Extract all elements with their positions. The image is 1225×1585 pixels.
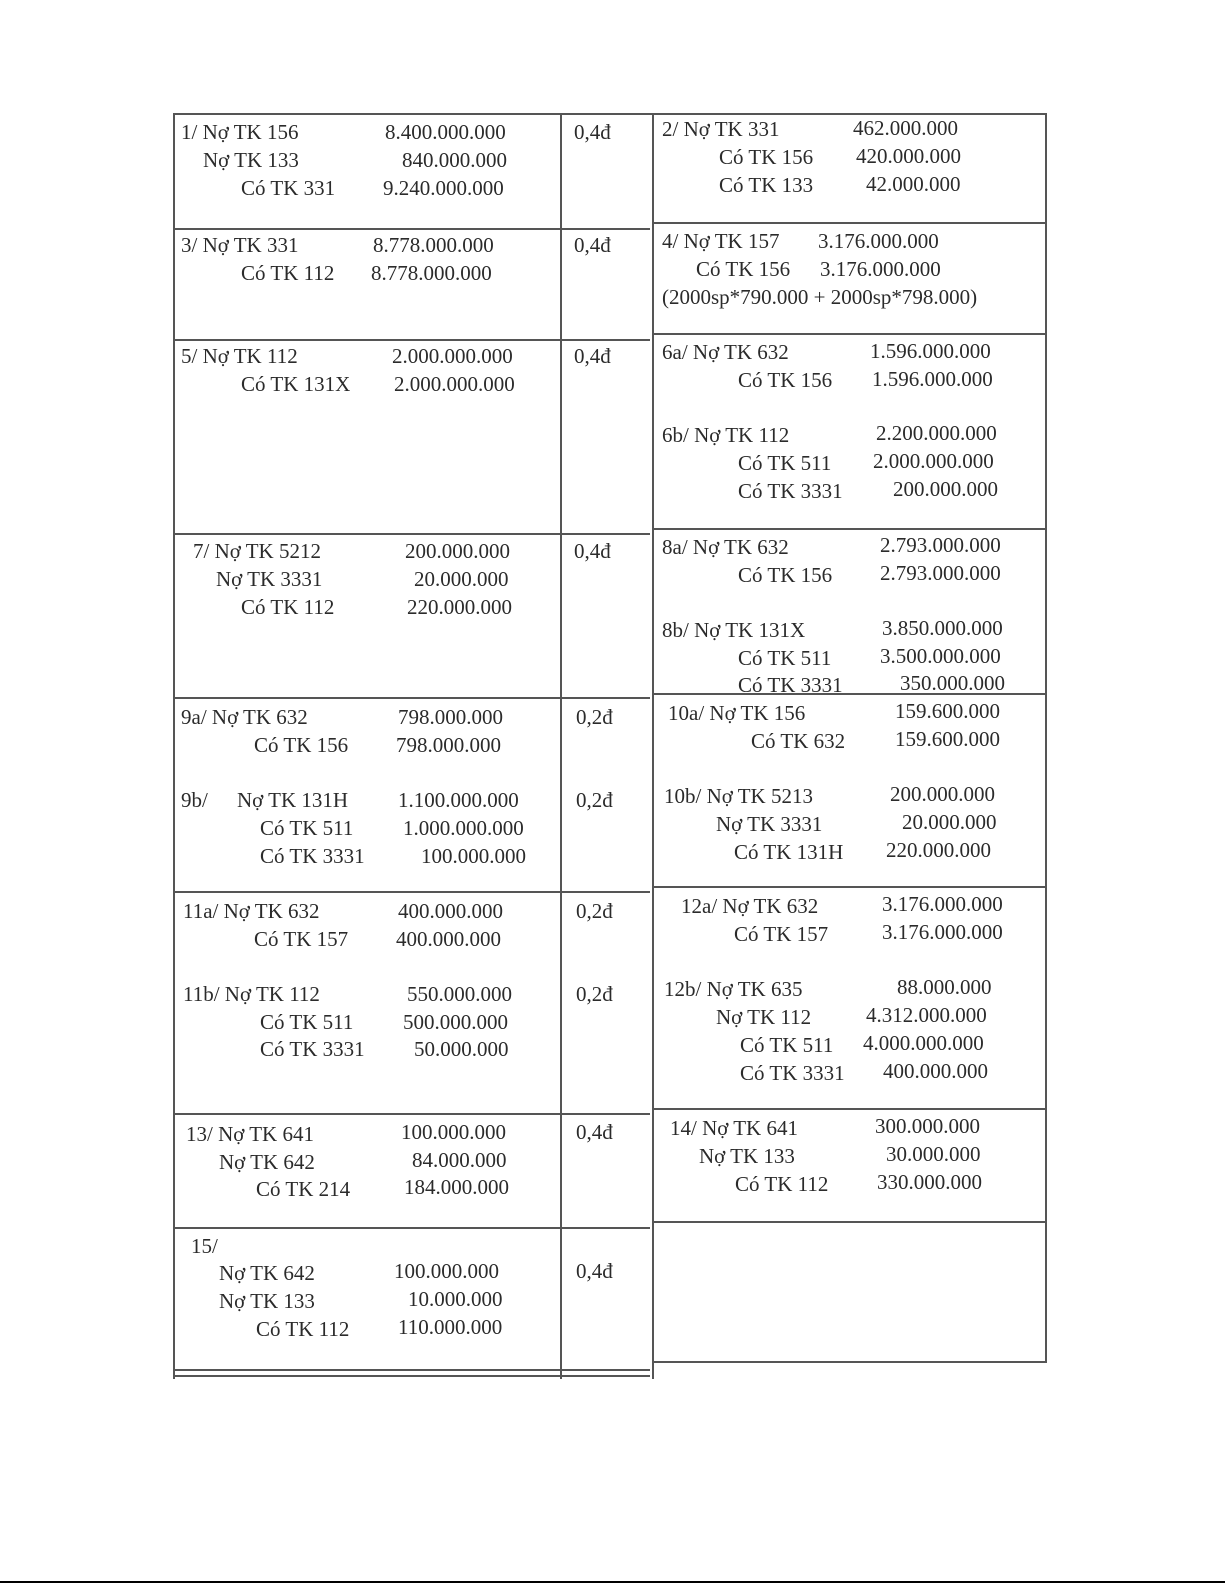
entry-line: Có TK 214 bbox=[256, 1177, 351, 1201]
entry-line: Nợ TK 133 bbox=[219, 1289, 315, 1313]
table-bottom-border bbox=[175, 1375, 650, 1377]
entry-line: Có TK 3331 bbox=[738, 479, 843, 503]
entry-amount: 1.596.000.000 bbox=[870, 339, 991, 363]
entry-amount: 3.500.000.000 bbox=[880, 644, 1001, 668]
entry-line: Có TK 156 bbox=[738, 563, 833, 587]
entry-line: Có TK 511 bbox=[260, 816, 354, 840]
entry-line: 7/ Nợ TK 5212 bbox=[193, 539, 321, 563]
row-divider-left bbox=[175, 1227, 650, 1229]
row-divider-left bbox=[175, 697, 650, 699]
entry-amount: 2.000.000.000 bbox=[392, 344, 513, 368]
entry-line: 1/ Nợ TK 156 bbox=[181, 120, 299, 144]
column-divider bbox=[560, 113, 562, 1379]
entry-line: Có TK 3331 bbox=[260, 844, 365, 868]
entry-amount: 2.793.000.000 bbox=[880, 561, 1001, 585]
entry-amount: 1.100.000.000 bbox=[398, 788, 519, 812]
entry-line: 15/ bbox=[191, 1234, 218, 1258]
entry-amount: 500.000.000 bbox=[403, 1010, 508, 1034]
entry-amount: 159.600.000 bbox=[895, 727, 1000, 751]
score: 0,4đ bbox=[576, 1120, 613, 1144]
row-divider-right bbox=[652, 1361, 1045, 1363]
score: 0,2đ bbox=[576, 788, 613, 812]
entry-amount: 220.000.000 bbox=[407, 595, 512, 619]
entry-line: 3/ Nợ TK 331 bbox=[181, 233, 299, 257]
entry-line: 6a/ Nợ TK 632 bbox=[662, 340, 789, 364]
entry-line: Nợ TK 3331 bbox=[716, 812, 823, 836]
entry-line: Nợ TK 133 bbox=[203, 148, 299, 172]
entry-amount: 400.000.000 bbox=[398, 899, 503, 923]
row-divider-left bbox=[175, 228, 650, 230]
entry-amount: 184.000.000 bbox=[404, 1175, 509, 1199]
entry-amount: 30.000.000 bbox=[886, 1142, 981, 1166]
entry-line: Có TK 133 bbox=[719, 173, 814, 197]
entry-amount: 200.000.000 bbox=[405, 539, 510, 563]
row-divider-left bbox=[175, 891, 650, 893]
entry-line: Nợ TK 642 bbox=[219, 1261, 315, 1285]
entry-amount: 200.000.000 bbox=[890, 782, 995, 806]
score: 0,2đ bbox=[576, 899, 613, 923]
column-divider bbox=[173, 113, 175, 1379]
entry-amount: 462.000.000 bbox=[853, 116, 958, 140]
entry-line: Nợ TK 133 bbox=[699, 1144, 795, 1168]
entry-line: 12b/ Nợ TK 635 bbox=[664, 977, 803, 1001]
score: 0,4đ bbox=[574, 344, 611, 368]
entry-amount: 100.000.000 bbox=[394, 1259, 499, 1283]
entry-amount: 400.000.000 bbox=[396, 927, 501, 951]
entry-amount: 3.850.000.000 bbox=[882, 616, 1003, 640]
entry-amount: 420.000.000 bbox=[856, 144, 961, 168]
entry-line: Có TK 157 bbox=[734, 922, 829, 946]
entry-amount: 1.596.000.000 bbox=[872, 367, 993, 391]
entry-amount: 200.000.000 bbox=[893, 477, 998, 501]
entry-line: Nợ TK 112 bbox=[716, 1005, 812, 1029]
entry-amount: 84.000.000 bbox=[412, 1148, 507, 1172]
entry-amount: 300.000.000 bbox=[875, 1114, 980, 1138]
entry-line: 11a/ Nợ TK 632 bbox=[183, 899, 320, 923]
column-divider bbox=[652, 113, 654, 1379]
entry-amount: 4.312.000.000 bbox=[866, 1003, 987, 1027]
column-divider bbox=[1045, 113, 1047, 1363]
entry-amount: 4.000.000.000 bbox=[863, 1031, 984, 1055]
score: 0,4đ bbox=[574, 233, 611, 257]
entry-line: Có TK 3331 bbox=[740, 1061, 845, 1085]
entry-line: 12a/ Nợ TK 632 bbox=[681, 894, 819, 918]
entry-amount: 100.000.000 bbox=[401, 1120, 506, 1144]
entry-line: 13/ Nợ TK 641 bbox=[186, 1122, 314, 1146]
entry-line: 5/ Nợ TK 112 bbox=[181, 344, 298, 368]
entry-amount: 798.000.000 bbox=[396, 733, 501, 757]
row-divider-right bbox=[652, 1221, 1045, 1223]
entry-line: Có TK 331 bbox=[241, 176, 336, 200]
entry-line: Có TK 131H bbox=[734, 840, 844, 864]
entry-line: Có TK 3331 bbox=[260, 1037, 365, 1061]
entry-line: Nợ TK 3331 bbox=[216, 567, 323, 591]
entry-line: 6b/ Nợ TK 112 bbox=[662, 423, 790, 447]
entry-amount: 8.778.000.000 bbox=[373, 233, 494, 257]
entry-line: Có TK 112 bbox=[241, 261, 335, 285]
entry-line: Có TK 112 bbox=[735, 1172, 829, 1196]
entry-amount: 3.176.000.000 bbox=[882, 892, 1003, 916]
entry-amount: 3.176.000.000 bbox=[882, 920, 1003, 944]
entry-line: Có TK 112 bbox=[241, 595, 335, 619]
entry-line: 14/ Nợ TK 641 bbox=[670, 1116, 798, 1140]
entry-amount: 2.200.000.000 bbox=[876, 421, 997, 445]
entry-line: Có TK 156 bbox=[719, 145, 814, 169]
page-bottom-rule bbox=[0, 1581, 1225, 1583]
entry-line: 2/ Nợ TK 331 bbox=[662, 117, 780, 141]
entry-amount: 3.176.000.000 bbox=[818, 229, 939, 253]
entry-line: Có TK 157 bbox=[254, 927, 349, 951]
row-divider-right bbox=[652, 333, 1045, 335]
entry-amount: 1.000.000.000 bbox=[403, 816, 524, 840]
entry-amount: 220.000.000 bbox=[886, 838, 991, 862]
entry-line: 4/ Nợ TK 157 bbox=[662, 229, 780, 253]
entry-line: 8b/ Nợ TK 131X bbox=[662, 618, 806, 642]
row-divider-left bbox=[175, 1369, 650, 1371]
entry-amount: 400.000.000 bbox=[883, 1059, 988, 1083]
entry-amount: 8.400.000.000 bbox=[385, 120, 506, 144]
entry-amount: 20.000.000 bbox=[414, 567, 509, 591]
entry-amount: 9.240.000.000 bbox=[383, 176, 504, 200]
row-divider-right bbox=[652, 886, 1045, 888]
entry-amount: 110.000.000 bbox=[398, 1315, 503, 1339]
entry-line: 9a/ Nợ TK 632 bbox=[181, 705, 308, 729]
entry-line: Có TK 511 bbox=[740, 1033, 834, 1057]
entry-amount: 798.000.000 bbox=[398, 705, 503, 729]
entry-amount: 3.176.000.000 bbox=[820, 257, 941, 281]
entry-line: Nợ TK 642 bbox=[219, 1150, 315, 1174]
entry-amount: 840.000.000 bbox=[402, 148, 507, 172]
score: 0,2đ bbox=[576, 982, 613, 1006]
entry-line: Có TK 156 bbox=[254, 733, 349, 757]
entry-amount: 2.793.000.000 bbox=[880, 533, 1001, 557]
entry-line: 11b/ Nợ TK 112 bbox=[183, 982, 320, 1006]
row-divider-right bbox=[652, 528, 1045, 530]
entry-line: Có TK 511 bbox=[260, 1010, 354, 1034]
entry-amount: 8.778.000.000 bbox=[371, 261, 492, 285]
table-top-border bbox=[175, 113, 1045, 115]
entry-amount: 42.000.000 bbox=[866, 172, 961, 196]
score: 0,4đ bbox=[574, 120, 611, 144]
entry-amount: 159.600.000 bbox=[895, 699, 1000, 723]
entry-amount: 330.000.000 bbox=[877, 1170, 982, 1194]
entry-line: Có TK 511 bbox=[738, 646, 832, 670]
entry-line: 9b/ bbox=[181, 788, 208, 812]
row-divider-left bbox=[175, 533, 650, 535]
entry-amount: 20.000.000 bbox=[902, 810, 997, 834]
entry-amount: 100.000.000 bbox=[421, 844, 526, 868]
entry-amount: 2.000.000.000 bbox=[394, 372, 515, 396]
entry-amount: 88.000.000 bbox=[897, 975, 992, 999]
entry-line: 10b/ Nợ TK 5213 bbox=[664, 784, 813, 808]
row-divider-left bbox=[175, 1113, 650, 1115]
entry-note: (2000sp*790.000 + 2000sp*798.000) bbox=[662, 285, 978, 309]
entry-line: 10a/ Nợ TK 156 bbox=[668, 701, 806, 725]
entry-amount: 2.000.000.000 bbox=[873, 449, 994, 473]
entry-amount: 550.000.000 bbox=[407, 982, 512, 1006]
entry-line: Có TK 131X bbox=[241, 372, 351, 396]
entry-line: Có TK 511 bbox=[738, 451, 832, 475]
row-divider-right bbox=[652, 1108, 1045, 1110]
row-divider-left bbox=[175, 339, 650, 341]
entry-line: Có TK 156 bbox=[738, 368, 833, 392]
score: 0,2đ bbox=[576, 705, 613, 729]
entry-line: Có TK 3331 bbox=[738, 673, 843, 697]
entry-amount: 10.000.000 bbox=[408, 1287, 503, 1311]
entry-line: Nợ TK 131H bbox=[237, 788, 349, 812]
entry-line: Có TK 632 bbox=[751, 729, 846, 753]
score: 0,4đ bbox=[574, 539, 611, 563]
entry-line: 8a/ Nợ TK 632 bbox=[662, 535, 789, 559]
entry-line: Có TK 156 bbox=[696, 257, 791, 281]
score: 0,4đ bbox=[576, 1259, 613, 1283]
entry-amount: 50.000.000 bbox=[414, 1037, 509, 1061]
entry-line: Có TK 112 bbox=[256, 1317, 350, 1341]
row-divider-right bbox=[652, 222, 1045, 224]
entry-amount: 350.000.000 bbox=[900, 671, 1005, 695]
